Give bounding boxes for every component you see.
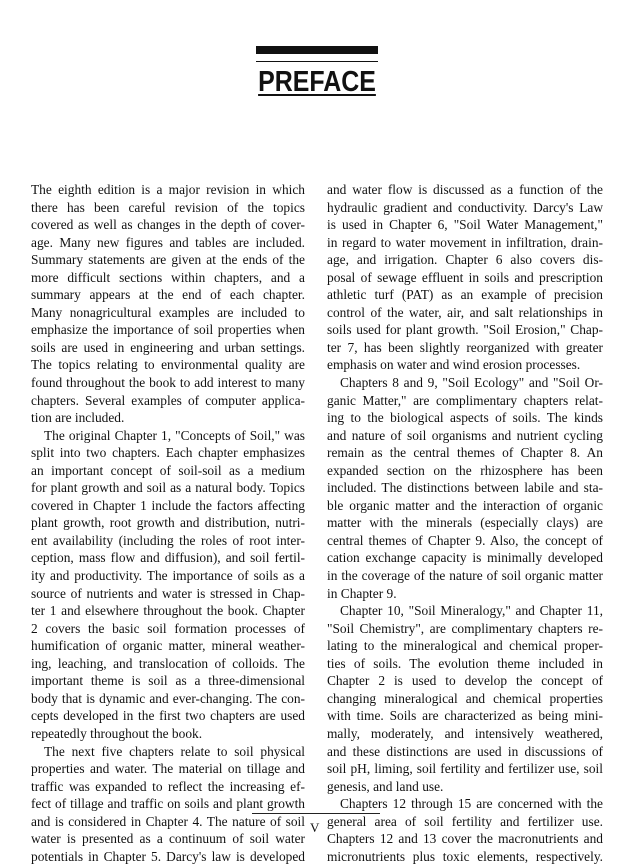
text-line: cation exchange capacity is minimally developed (327, 550, 603, 566)
text-line: general area of soil fertility and fertilizer use. (327, 813, 603, 829)
text-line: Chapter 2 is used to develop the concept of (327, 673, 603, 689)
text-line: and nature of soil organisms and nutrient cycling (327, 427, 603, 443)
text-line: and water flow is discussed as a function of the (327, 182, 603, 197)
text-line: plant growth, root growth and distribution, nutri- (31, 515, 305, 531)
text-line: in the coverage of the nature of soil organic matter (327, 568, 603, 584)
text-line: water is presented as a continuum of soil water (31, 831, 305, 847)
text-line: remain as the central themes of Chapter 8. An (327, 445, 603, 461)
page-title: PREFACE (258, 66, 376, 98)
text-line: changing mineralogical and chemical properties (327, 690, 603, 706)
text-line: for plant growth and soil as a natural body. Topics (31, 480, 305, 496)
text-line: and these distinctions are used in discussions of (327, 743, 603, 759)
text-line: and is considered in Chapter 4. The nature of soil (31, 813, 305, 829)
text-line: ter 1 and elsewhere throughout the book. Chapter (31, 603, 305, 619)
text-line: age. Many new figures and tables are included. (31, 234, 305, 250)
text-line: source of nutrients and water is stressed in Chap- (31, 585, 305, 601)
text-line: more difficult sections within chapters, and a (31, 269, 305, 285)
text-line: micronutrients plus toxic elements, respectively. (327, 848, 603, 864)
text-line: an important concept of soil-soil as a medium (31, 462, 305, 478)
text-line: there has been careful revision of the topics (31, 199, 305, 215)
right-text-column (327, 181, 603, 865)
text-line: mally, moderately, and intensively weathered, (327, 725, 603, 741)
text-line: matter with the minerals (especially clays) are (327, 515, 603, 531)
text-line: repeatedly throughout the book. (31, 725, 203, 741)
text-line: central themes of Chapter 9. Also, the concept of (327, 532, 603, 548)
text-line: ble organic matter and the interaction of organic (327, 497, 603, 513)
text-line: emphasize the importance of soil properties when (31, 322, 305, 338)
text-line: body that is dynamic and ever-changing. The con- (31, 690, 305, 706)
text-line: ent availability (including the roles of root inter- (31, 532, 305, 548)
text-line: Summary statements are given at the ends of the (31, 252, 305, 268)
left-text-column (31, 181, 305, 865)
text-line: ception, mass flow and diffusion), and soil fertil- (31, 550, 305, 566)
text-line: hydraulic gradient and conductivity. Darcy's Law (327, 199, 603, 215)
text-line: lating to the mineralogical and chemical proper- (327, 638, 603, 654)
text-line: humification of organic matter, mineral weather- (31, 638, 305, 654)
page-number: V (310, 820, 320, 835)
text-line: The original Chapter 1, "Concepts of Soil," was (44, 427, 305, 443)
text-line: The eighth edition is a major revision in which (31, 182, 305, 197)
text-line: chapters. Several examples of computer applica- (31, 392, 305, 408)
text-line: Chapters 12 through 15 are concerned with the (340, 796, 603, 812)
text-line: Many nonagricultural examples are included to (31, 304, 305, 320)
text-line: is used in Chapter 6, "Soil Water Management," (327, 217, 603, 233)
text-line: ity and productivity. The importance of soils as a (31, 568, 305, 584)
text-line: ing, leaching, and translocation of colloids. The (31, 655, 305, 671)
text-line: emphasis on water and wind erosion processes. (327, 357, 581, 373)
text-line: in Chapter 9. (327, 585, 397, 601)
text-line: summary appears at the end of each chapter. (31, 287, 305, 303)
text-line: genesis, and land use. (327, 778, 444, 794)
text-line: split into two chapters. Each chapter emphasizes (31, 445, 305, 461)
text-line: covered as well as changes in the depth of cover- (31, 217, 305, 233)
text-line: cepts developed in the first two chapters are used (31, 708, 305, 724)
text-line: ganic Matter," are complimentary chapters relat- (327, 392, 603, 408)
text-line: Chapters 8 and 9, "Soil Ecology" and "Soil Or- (340, 375, 603, 391)
text-line: properties and water. The material on tillage and (31, 761, 305, 777)
text-line: covered in Chapter 1 include the factors affecting (31, 497, 305, 513)
text-line: ter 7, has been slightly reorganized with greater (327, 339, 603, 355)
text-line: ing to the biological aspects of soils. The kinds (327, 410, 603, 426)
text-line: expanded section on the rhizosphere has been (327, 462, 603, 478)
text-line: Chapter 10, "Soil Mineralogy," and Chapter 11, (340, 603, 603, 619)
text-line: tion are included. (31, 410, 125, 426)
text-line: "Soil Chemistry", are complimentary chapters re- (327, 620, 603, 636)
text-line: in regard to water movement in infiltration, drain- (327, 234, 603, 250)
text-line: found throughout the book to add interest to many (31, 375, 305, 391)
text-line: ties of soils. The evolution theme included in (327, 655, 603, 671)
text-line: soil pH, liming, soil fertility and fertilizer use, soil (327, 761, 603, 777)
header-rule-thin (256, 61, 378, 62)
text-line: control of the water, air, and salt relationships in (327, 304, 603, 320)
text-line: The topics relating to environmental quality are (31, 357, 305, 373)
text-line: important theme is soil as a three-dimensional (31, 673, 305, 689)
text-line: 2 covers the basic soil formation processes of (31, 620, 305, 636)
text-line: potentials in Chapter 5. Darcy's law is developed (31, 848, 305, 864)
text-line: included. The distinctions between labile and sta- (327, 480, 603, 496)
text-line: age, and irrigation. Chapter 6 also covers dis- (327, 252, 603, 268)
text-line: with time. Soils are characterized as being mini- (327, 708, 603, 724)
header-rule-thick (256, 46, 378, 54)
text-line: soils used for plant growth. "Soil Erosion," Chap- (327, 322, 603, 338)
text-line: Chapters 12 and 13 cover the macronutrients and (327, 831, 603, 847)
text-line: traffic was expanded to reflect the increasing ef- (31, 778, 305, 794)
text-line: The next five chapters relate to soil physical (44, 743, 305, 759)
text-line: posal of sewage effluent in soils and prescription (327, 269, 603, 285)
footer-rule (252, 813, 380, 814)
text-line: athletic turf (PAT) as an example of precision (327, 287, 603, 303)
text-line: soils are used in engineering and urban settings. (31, 339, 305, 355)
text-line: fect of tillage and traffic on soils and plant growth (31, 796, 305, 812)
